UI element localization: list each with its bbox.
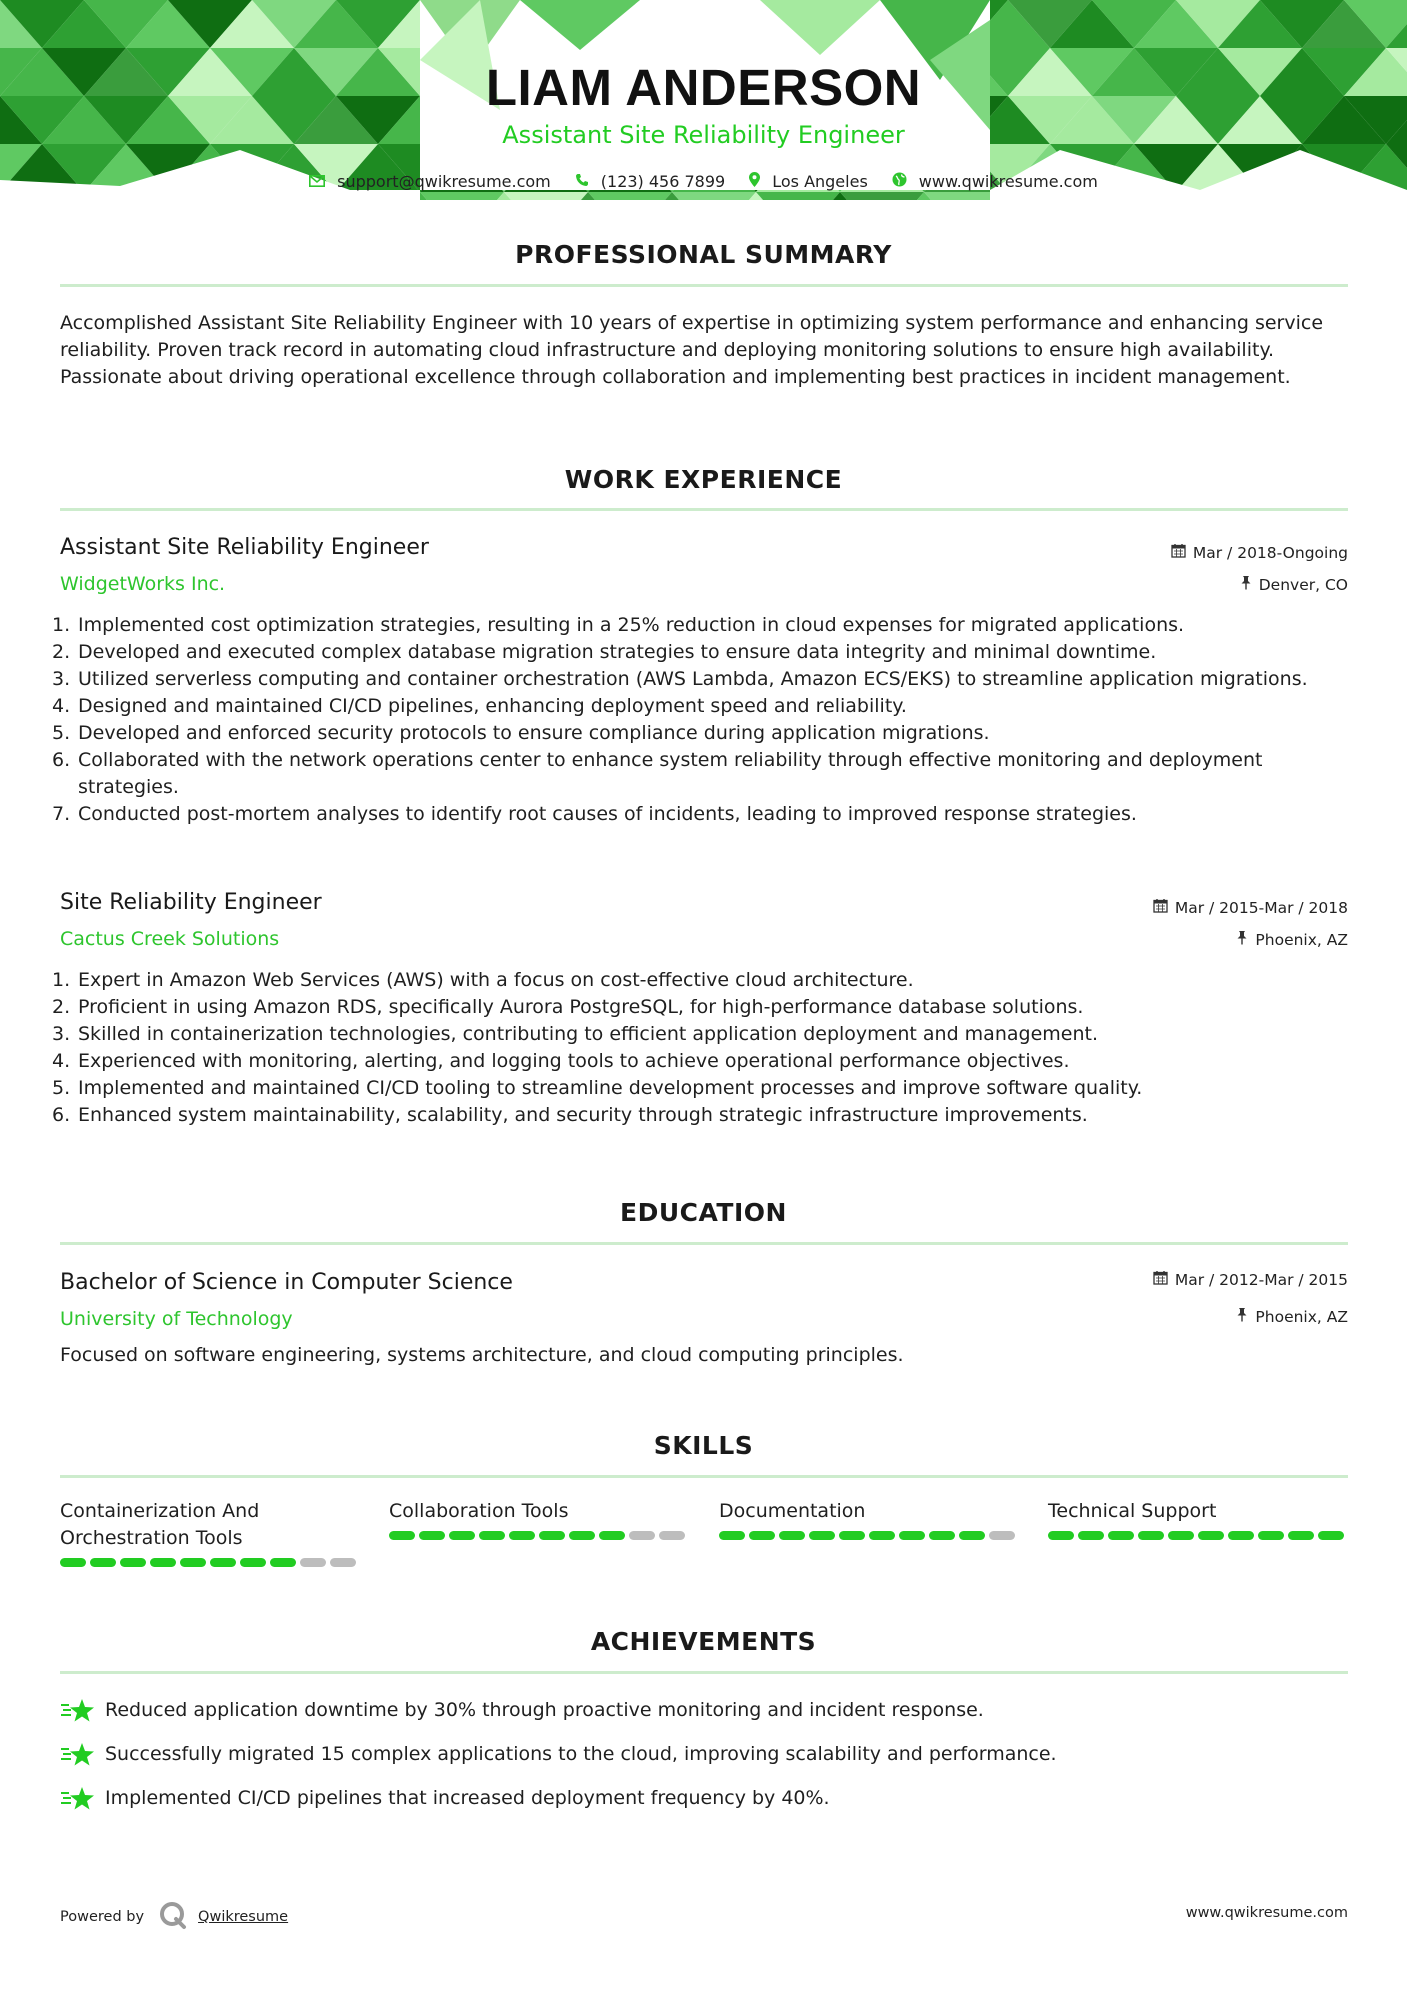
achievement-item bbox=[60, 1741, 1057, 1767]
pin-icon bbox=[1236, 1307, 1248, 1326]
skill-level-segment bbox=[1168, 1531, 1194, 1540]
qwikresume-logo-icon bbox=[158, 1900, 188, 1934]
list-item: 5. Implemented and maintained CI/CD tooling to streamline development processes and improve software quality. bbox=[52, 1077, 1143, 1099]
skill-level-segment bbox=[959, 1531, 985, 1540]
job-location bbox=[1240, 575, 1348, 594]
job-bullets bbox=[52, 612, 1348, 828]
contact-bar bbox=[0, 172, 1407, 191]
skill-name: Containerization And Orchestration Tools bbox=[60, 1500, 260, 1549]
skill-item bbox=[719, 1498, 1019, 1540]
skill-item bbox=[1048, 1498, 1348, 1540]
skill-level-segment bbox=[300, 1558, 326, 1567]
list-item: 3. Utilized serverless computing and container orchestration (AWS Lambda, Amazon ECS/EKS) to streamline application migrations. bbox=[52, 668, 1308, 690]
footer-website[interactable]: www.qwikresume.com bbox=[1185, 1905, 1348, 1921]
summary-heading: PROFESSIONAL SUMMARY bbox=[515, 240, 892, 269]
list-item: 6. Enhanced system maintainability, scalability, and security through strategic infrastructure improvements. bbox=[52, 1104, 1088, 1126]
skill-level-segment bbox=[1048, 1531, 1074, 1540]
skill-level-segment bbox=[1198, 1531, 1224, 1540]
envelope-icon bbox=[309, 172, 325, 191]
job-dates-text: Mar / 2018-Ongoing bbox=[1192, 543, 1348, 562]
star-icon bbox=[60, 1785, 104, 1811]
skill-level-segment bbox=[90, 1558, 116, 1567]
list-item: 4. Experienced with monitoring, alerting, and logging tools to achieve operational performance objectives. bbox=[52, 1050, 1070, 1072]
skill-level-segment bbox=[839, 1531, 865, 1540]
skill-item bbox=[60, 1498, 360, 1567]
skill-level-segment bbox=[539, 1531, 565, 1540]
education-description: Focused on software engineering, systems architecture, and cloud computing principles. bbox=[60, 1344, 904, 1366]
education-divider bbox=[60, 1242, 1348, 1245]
education-dates bbox=[1153, 1270, 1348, 1289]
list-item: 6. Collaborated with the network operations center to enhance system reliability through effective monitoring and deployment strategies. bbox=[52, 749, 1263, 798]
skill-level-segment bbox=[569, 1531, 595, 1540]
skill-level-segment bbox=[779, 1531, 805, 1540]
skill-level-segment bbox=[809, 1531, 835, 1540]
education-location bbox=[1236, 1307, 1348, 1326]
skill-level-segment bbox=[449, 1531, 475, 1540]
contact-email-text: support@qwikresume.com bbox=[337, 172, 551, 191]
job-location-text: Denver, CO bbox=[1258, 575, 1348, 594]
skill-level-segment bbox=[210, 1558, 236, 1567]
skill-level-bar bbox=[719, 1531, 1019, 1540]
contact-location bbox=[749, 172, 868, 191]
skill-level-segment bbox=[899, 1531, 925, 1540]
skill-level-bar bbox=[1048, 1531, 1348, 1540]
job-dates bbox=[1153, 898, 1348, 917]
skill-level-segment bbox=[389, 1531, 415, 1540]
experience-divider bbox=[60, 508, 1348, 511]
education-dates-text: Mar / 2012-Mar / 2015 bbox=[1174, 1270, 1348, 1289]
map-marker-icon bbox=[749, 172, 760, 191]
skill-name: Technical Support bbox=[1048, 1500, 1217, 1522]
powered-by-text: Powered by bbox=[60, 1909, 145, 1925]
skills-heading: SKILLS bbox=[653, 1431, 754, 1460]
school-name: University of Technology bbox=[60, 1308, 293, 1330]
skill-level-segment bbox=[1078, 1531, 1104, 1540]
skill-level-segment bbox=[989, 1531, 1015, 1540]
summary-divider bbox=[60, 284, 1348, 287]
list-item: 4. Designed and maintained CI/CD pipelines, enhancing deployment speed and reliability. bbox=[52, 695, 907, 717]
phone-icon bbox=[575, 172, 589, 191]
skill-level-segment bbox=[749, 1531, 775, 1540]
job-dates bbox=[1171, 543, 1348, 562]
job-bullets bbox=[52, 967, 1348, 1129]
contact-phone-text: (123) 456 7899 bbox=[600, 172, 726, 191]
job-title: Site Reliability Engineer bbox=[60, 890, 322, 915]
skill-level-segment bbox=[240, 1558, 266, 1567]
skill-level-segment bbox=[330, 1558, 356, 1567]
skill-level-segment bbox=[869, 1531, 895, 1540]
skill-level-segment bbox=[1108, 1531, 1134, 1540]
degree-title: Bachelor of Science in Computer Science bbox=[60, 1270, 513, 1295]
list-item: 2. Proficient in using Amazon RDS, specifically Aurora PostgreSQL, for high-performance database solutions. bbox=[52, 996, 1084, 1018]
pin-icon bbox=[1236, 930, 1248, 949]
skill-level-segment bbox=[1258, 1531, 1284, 1540]
skill-level-segment bbox=[659, 1531, 685, 1540]
job-title: Assistant Site Reliability Engineer bbox=[60, 535, 429, 560]
contact-phone[interactable] bbox=[575, 172, 725, 191]
candidate-role: Assistant Site Reliability Engineer bbox=[502, 121, 905, 149]
achievement-text: Successfully migrated 15 complex applications to the cloud, improving scalability and performance. bbox=[105, 1743, 1057, 1765]
calendar-icon bbox=[1153, 1270, 1168, 1289]
skill-level-segment bbox=[929, 1531, 955, 1540]
skill-level-segment bbox=[1228, 1531, 1254, 1540]
skill-level-segment bbox=[629, 1531, 655, 1540]
star-icon bbox=[60, 1697, 104, 1723]
experience-heading: WORK EXPERIENCE bbox=[564, 465, 843, 494]
job-location-text: Phoenix, AZ bbox=[1255, 930, 1348, 949]
list-item: 5. Developed and enforced security protocols to ensure compliance during application migrations. bbox=[52, 722, 990, 744]
list-item: 2. Developed and executed complex database migration strategies to ensure data integrity and minimal downtime. bbox=[52, 641, 1157, 663]
skill-level-segment bbox=[1138, 1531, 1164, 1540]
pin-icon bbox=[1240, 575, 1252, 594]
star-icon bbox=[60, 1741, 104, 1767]
candidate-name: LIAM ANDERSON bbox=[485, 59, 922, 116]
skills-divider bbox=[60, 1475, 1348, 1478]
job-company: WidgetWorks Inc. bbox=[60, 573, 226, 595]
skill-item bbox=[389, 1498, 689, 1540]
skill-level-bar bbox=[60, 1558, 360, 1567]
list-item: 7. Conducted post-mortem analyses to identify root causes of incidents, leading to improved response strategies. bbox=[52, 803, 1137, 825]
education-heading: EDUCATION bbox=[620, 1198, 787, 1227]
list-item: 1. Implemented cost optimization strategies, resulting in a 25% reduction in cloud expenses for migrated applications. bbox=[52, 614, 1185, 636]
contact-location-text: Los Angeles bbox=[772, 172, 868, 191]
achievement-item bbox=[60, 1697, 984, 1723]
achievement-text: Reduced application downtime by 30% through proactive monitoring and incident response. bbox=[105, 1699, 984, 1721]
skill-level-segment bbox=[479, 1531, 505, 1540]
list-item: 1. Expert in Amazon Web Services (AWS) with a focus on cost-effective cloud architecture. bbox=[52, 969, 914, 991]
achievement-item bbox=[60, 1785, 830, 1811]
skill-level-segment bbox=[120, 1558, 146, 1567]
skill-level-bar bbox=[389, 1531, 689, 1540]
skill-level-segment bbox=[1318, 1531, 1344, 1540]
skill-name: Collaboration Tools bbox=[389, 1500, 569, 1522]
list-item: 3. Skilled in containerization technologies, contributing to efficient application deployment and management. bbox=[52, 1023, 1098, 1045]
skill-level-segment bbox=[270, 1558, 296, 1567]
achievements-heading: ACHIEVEMENTS bbox=[590, 1627, 817, 1656]
job-dates-text: Mar / 2015-Mar / 2018 bbox=[1174, 898, 1348, 917]
job-location bbox=[1236, 930, 1348, 949]
skill-level-segment bbox=[150, 1558, 176, 1567]
education-location-text: Phoenix, AZ bbox=[1255, 1307, 1348, 1326]
skill-level-segment bbox=[509, 1531, 535, 1540]
globe-icon bbox=[892, 172, 907, 191]
skill-level-segment bbox=[599, 1531, 625, 1540]
achievement-text: Implemented CI/CD pipelines that increased deployment frequency by 40%. bbox=[105, 1787, 830, 1809]
skill-level-segment bbox=[180, 1558, 206, 1567]
summary-text: Accomplished Assistant Site Reliability Engineer with 10 years of expertise in optimizing system performance and enhancing service reliability. Proven track record in automating cloud infrastructure and deploying monitoring solutions to ensure high availability. Passionate about driving operational excellence through collaboration and implementing best practices in incident management. bbox=[60, 312, 1324, 388]
skill-level-segment bbox=[60, 1558, 86, 1567]
footer-powered-by bbox=[60, 1900, 288, 1934]
skill-level-segment bbox=[1288, 1531, 1314, 1540]
contact-email[interactable] bbox=[309, 172, 551, 191]
calendar-icon bbox=[1171, 543, 1186, 562]
skill-level-segment bbox=[719, 1531, 745, 1540]
achievements-divider bbox=[60, 1671, 1348, 1674]
contact-website[interactable] bbox=[892, 172, 1098, 191]
calendar-icon bbox=[1153, 898, 1168, 917]
skill-level-segment bbox=[419, 1531, 445, 1540]
skill-name: Documentation bbox=[719, 1500, 866, 1522]
qwikresume-link[interactable]: Qwikresume bbox=[198, 1909, 289, 1925]
contact-website-text: www.qwikresume.com bbox=[918, 172, 1098, 191]
job-company: Cactus Creek Solutions bbox=[60, 928, 280, 950]
